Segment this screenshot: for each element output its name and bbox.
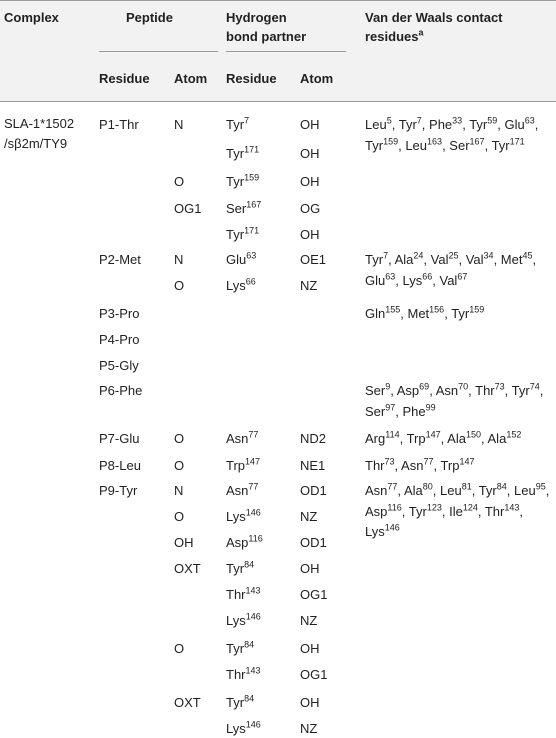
hbond-residue <box>226 116 249 134</box>
peptide-atom: O <box>174 278 185 293</box>
vdw-residue-name: Thr <box>484 503 505 519</box>
hbond-residue-name: Asn <box>226 483 249 498</box>
vdw-residue-number: 147 <box>459 456 475 467</box>
vdw-residue-number: 171 <box>509 136 525 147</box>
hbond-residue <box>226 508 261 526</box>
hbond-residue <box>226 457 260 475</box>
peptide-atom: OXT <box>174 561 201 576</box>
header-vdw-footnote: a <box>418 27 424 38</box>
vdw-residue-number: 152 <box>506 429 522 440</box>
vdw-residue-number: 7 <box>416 115 422 126</box>
peptide-atom: O <box>174 431 185 446</box>
hbond-residue-number: 146 <box>245 611 261 622</box>
hbond-subrule <box>226 51 346 52</box>
hbond-residue-number: 159 <box>244 172 260 183</box>
hbond-residue-number: 143 <box>245 585 261 596</box>
hbond-atom: OH <box>300 146 320 161</box>
hbond-residue <box>226 226 259 244</box>
header-complex: Complex <box>4 10 59 25</box>
peptide-residue: P7-Glu <box>99 431 140 446</box>
vdw-contact-list: Leu$^5$, Tyr$^7$, Phe$^{33}$, Tyr$^{59}$, Glu$^{63}$, Tyr$^{159}$, Leu$^{163}$, Ser$^{167}$, Tyr$^{171}$ <box>365 115 539 153</box>
vdw-residue-name: Leu <box>365 117 387 132</box>
peptide-atom: O <box>174 641 185 656</box>
hbond-residue-number: 143 <box>245 665 261 676</box>
vdw-residue-number: 25 <box>448 250 459 261</box>
header-vdw <box>365 8 503 46</box>
hbond-atom: NZ <box>300 509 318 524</box>
peptide-atom: OXT <box>174 695 201 710</box>
vdw-residue-number: 159 <box>469 304 485 315</box>
vdw-contact-list: Gln$^{155}$, Met$^{156}$, Tyr$^{159}$ <box>365 304 485 321</box>
vdw-residue-name: Tyr <box>365 137 384 153</box>
header-peptide: Peptide <box>126 10 173 25</box>
hbond-atom: ND2 <box>300 431 327 446</box>
vdw-residue-number: 7 <box>383 250 389 261</box>
hbond-atom: OH <box>300 117 320 132</box>
vdw-residue-name: Val <box>439 272 458 288</box>
vdw-residue-name: Thr <box>365 458 385 473</box>
hbond-residue-name: Thr <box>226 667 246 682</box>
hbond-atom: OG <box>300 201 321 216</box>
vdw-residue-name: Trp <box>406 431 426 446</box>
hbond-residue <box>226 200 261 218</box>
hbond-residue-number: 77 <box>248 481 259 492</box>
vdw-residue-number: 116 <box>387 502 402 513</box>
vdw-residue-number: 123 <box>426 502 442 513</box>
hbond-residue <box>226 694 254 712</box>
hbond-atom: NZ <box>300 278 318 293</box>
header-hbond-line1: Hydrogen <box>226 10 287 25</box>
hbond-residue-name: Trp <box>226 458 246 473</box>
hbond-residue-name: Lys <box>226 509 246 524</box>
vdw-residue-number: 95 <box>535 481 546 492</box>
hbond-atom: OH <box>300 174 320 189</box>
hbond-residue <box>226 251 256 269</box>
peptide-residue: P9-Tyr <box>99 483 138 498</box>
vdw-residue-name: Ala <box>394 252 414 267</box>
vdw-residue-name: Asp <box>396 383 420 398</box>
vdw-residue-name: Tyr <box>365 252 384 267</box>
peptide-residue: P2-Met <box>99 252 141 267</box>
header-vdw-line1: Van der Waals contact <box>365 10 503 25</box>
vdw-residue-name: Ala <box>447 431 466 446</box>
vdw-residue-name: Tyr <box>478 483 497 498</box>
hbond-residue-name: Tyr <box>226 117 245 132</box>
hbond-residue-name: Lys <box>226 278 246 293</box>
vdw-contact-list: Ser$^9$, Asp$^{69}$, Asn$^{70}$, Thr$^{73}$, Tyr$^{74}$, Ser$^{97}$, Phe$^{99}$ <box>365 381 544 419</box>
hbond-residue <box>226 534 263 552</box>
vdw-residue-number: 63 <box>524 115 535 126</box>
hbond-residue <box>226 430 258 448</box>
vdw-residue-number: 143 <box>504 502 520 513</box>
vdw-residue-number: 73 <box>384 456 395 467</box>
vdw-residue-name: Ala <box>403 483 423 498</box>
vdw-residue-name: Leu <box>405 137 428 153</box>
vdw-residue-name: Asn <box>401 458 424 473</box>
hbond-atom: NZ <box>300 721 318 736</box>
vdw-residue-name: Leu <box>439 483 462 498</box>
hbond-residue-number: 146 <box>245 719 261 730</box>
vdw-residue-number: 155 <box>385 304 401 315</box>
vdw-residue-name: Arg <box>365 431 386 446</box>
vdw-residue-number: 167 <box>469 136 485 147</box>
hbond-residue <box>226 586 261 604</box>
peptide-residue: P8-Leu <box>99 458 141 473</box>
hbond-residue-name: Tyr <box>226 641 245 656</box>
header-hbond-atom: Atom <box>300 71 334 86</box>
hbond-atom: OG1 <box>300 667 328 682</box>
vdw-residue-number: 147 <box>425 429 441 440</box>
vdw-residue-name: Lys <box>365 524 385 539</box>
vdw-residue-name: Met <box>407 306 430 321</box>
vdw-residue-name: Glu <box>365 272 386 288</box>
hbond-residue-number: 84 <box>244 639 255 650</box>
vdw-residue-number: 59 <box>487 115 498 126</box>
hbond-atom: OE1 <box>300 252 327 267</box>
vdw-residue-number: 146 <box>384 522 400 533</box>
hbond-residue <box>226 720 261 738</box>
header-vdw-line2: residues <box>365 29 419 44</box>
peptide-residue: P1-Thr <box>99 117 139 132</box>
hbond-residue-number: 171 <box>244 144 260 155</box>
hbond-residue <box>226 640 254 658</box>
vdw-residue-number: 77 <box>423 456 434 467</box>
hbond-residue <box>226 612 261 630</box>
vdw-residue-name: Tyr <box>469 117 488 132</box>
hbond-residue-name: Tyr <box>226 561 245 576</box>
peptide-residue: P5-Gly <box>99 358 139 373</box>
hbond-residue-name: Ser <box>226 201 247 216</box>
top-rule <box>0 0 556 1</box>
vdw-residue-number: 114 <box>385 429 400 440</box>
vdw-residue-name: Ile <box>449 503 463 519</box>
vdw-residue-number: 34 <box>483 250 494 261</box>
vdw-residue-name: Ser <box>365 403 386 419</box>
vdw-residue-name: Met <box>500 252 523 267</box>
hbond-atom: NE1 <box>300 458 326 473</box>
hbond-atom: OH <box>300 641 320 656</box>
vdw-residue-name: Trp <box>440 458 460 473</box>
hbond-residue-number: 84 <box>244 693 255 704</box>
vdw-residue-number: 66 <box>422 271 433 282</box>
hbond-residue-number: 7 <box>244 115 250 126</box>
vdw-residue-name: Tyr <box>408 503 427 519</box>
peptide-residue: P4-Pro <box>99 332 140 347</box>
hbond-residue-number: 63 <box>246 250 257 261</box>
peptide-atom: O <box>174 509 185 524</box>
peptide-residue: P3-Pro <box>99 306 140 321</box>
vdw-residue-number: 24 <box>413 250 424 261</box>
vdw-residue-number: 67 <box>457 271 468 282</box>
hbond-residue-name: Lys <box>226 613 246 628</box>
vdw-residue-name: Thr <box>475 383 495 398</box>
peptide-atom: O <box>174 174 185 189</box>
vdw-residue-number: 124 <box>462 502 478 513</box>
vdw-residue-number: 159 <box>383 136 399 147</box>
hbond-residue-name: Lys <box>226 721 246 736</box>
vdw-residue-name: Lys <box>402 272 423 288</box>
hbond-residue-name: Tyr <box>226 174 245 189</box>
hbond-atom: OH <box>300 227 320 242</box>
hbond-residue-number: 147 <box>245 456 261 467</box>
header-hbond-residue: Residue <box>226 71 277 86</box>
vdw-residue-number: 97 <box>385 402 396 413</box>
vdw-residue-name: Leu <box>514 483 536 498</box>
vdw-residue-number: 156 <box>429 304 445 315</box>
peptide-atom: O <box>174 458 185 473</box>
vdw-residue-number: 74 <box>529 381 540 392</box>
vdw-residue-name: Asn <box>435 383 459 398</box>
hbond-residue-name: Thr <box>226 587 246 602</box>
peptide-subrule <box>99 51 218 52</box>
vdw-contact-list: Thr$^{73}$, Asn$^{77}$, Trp$^{147}$ <box>365 456 475 473</box>
peptide-atom: N <box>174 483 184 498</box>
header-peptide-residue: Residue <box>99 71 150 86</box>
hbond-residue-number: 116 <box>248 533 263 544</box>
vdw-residue-name: Glu <box>504 117 525 132</box>
vdw-residue-name: Tyr <box>398 117 417 132</box>
header-hbond <box>226 8 306 46</box>
vdw-contact-list: Arg$^{114}$, Trp$^{147}$, Ala$^{150}$, Ala$^{152}$ <box>365 429 522 446</box>
vdw-residue-name: Phe <box>429 117 453 132</box>
header-peptide-atom: Atom <box>174 71 208 86</box>
hbond-residue-name: Tyr <box>226 695 245 710</box>
vdw-residue-name: Val <box>430 252 449 267</box>
hbond-residue-name: Asp <box>226 535 249 550</box>
vdw-residue-number: 81 <box>461 481 472 492</box>
vdw-contact-list: Tyr$^7$, Ala$^{24}$, Val$^{25}$, Val$^{34}$, Met$^{45}$, Glu$^{63}$, Lys$^{66}$, Val$^{67}$ <box>365 250 537 288</box>
vdw-residue-number: 163 <box>427 136 443 147</box>
vdw-residue-name: Ser <box>449 137 470 153</box>
hbond-residue <box>226 560 254 578</box>
hbond-residue-name: Glu <box>226 252 247 267</box>
hbond-atom: OG1 <box>300 587 328 602</box>
vdw-residue-name: Tyr <box>491 137 510 153</box>
vdw-residue-number: 5 <box>386 115 392 126</box>
vdw-contact-list: Asn$^{77}$, Ala$^{80}$, Leu$^{81}$, Tyr$^{84}$, Leu$^{95}$, Asp$^{116}$, Tyr$^{123}$, Ile$^{124}$, Thr$^{143}$, Lys$^{146}$ <box>365 481 550 539</box>
vdw-residue-number: 69 <box>419 381 430 392</box>
vdw-residue-number: 99 <box>425 402 436 413</box>
header-bottom-rule <box>0 101 556 102</box>
hbond-atom: NZ <box>300 613 318 628</box>
hbond-residue <box>226 145 259 163</box>
vdw-residue-name: Phe <box>402 403 426 419</box>
vdw-residue-number: 84 <box>496 481 507 492</box>
vdw-residue-name: Asn <box>365 483 388 498</box>
hbond-residue-number: 77 <box>248 429 259 440</box>
vdw-residue-number: 70 <box>458 381 469 392</box>
hbond-residue-name: Tyr <box>226 227 245 242</box>
hbond-residue <box>226 277 256 295</box>
hbond-residue <box>226 666 261 684</box>
vdw-residue-number: 77 <box>387 481 398 492</box>
hbond-atom: OH <box>300 695 320 710</box>
complex-line1: SLA-1*1502 <box>4 116 75 131</box>
vdw-residue-number: 9 <box>385 381 391 392</box>
vdw-residue-name: Val <box>465 252 484 267</box>
hbond-residue-number: 167 <box>246 199 262 210</box>
hbond-residue-name: Tyr <box>226 146 245 161</box>
hbond-residue-number: 146 <box>245 507 261 518</box>
vdw-residue-number: 45 <box>522 250 533 261</box>
hbond-atom: OH <box>300 561 320 576</box>
hbond-residue-number: 84 <box>244 559 255 570</box>
vdw-residue-name: Ala <box>487 431 507 446</box>
peptide-atom: N <box>174 252 184 267</box>
hbond-atom: OD1 <box>300 483 327 498</box>
hbond-atom: OD1 <box>300 535 327 550</box>
vdw-residue-number: 150 <box>465 429 481 440</box>
vdw-residue-number: 73 <box>494 381 505 392</box>
complex-line2: /sβ2m/TY9 <box>4 136 68 151</box>
header-hbond-line2: bond partner <box>226 29 307 44</box>
vdw-residue-name: Tyr <box>511 383 530 398</box>
peptide-atom: N <box>174 117 184 132</box>
hbond-residue <box>226 173 259 191</box>
hbond-residue <box>226 482 258 500</box>
vdw-residue-number: 33 <box>452 115 463 126</box>
hbond-residue-name: Asn <box>226 431 249 446</box>
vdw-residue-name: Gln <box>365 306 386 321</box>
vdw-residue-name: Tyr <box>451 306 470 321</box>
vdw-residue-number: 63 <box>385 271 396 282</box>
vdw-residue-name: Asp <box>365 503 388 519</box>
peptide-atom: OH <box>174 535 194 550</box>
peptide-atom: OG1 <box>174 201 202 216</box>
vdw-residue-number: 80 <box>422 481 433 492</box>
hbond-residue-number: 171 <box>244 225 260 236</box>
peptide-residue: P6-Phe <box>99 383 143 398</box>
hbond-residue-number: 66 <box>245 276 256 287</box>
vdw-residue-name: Ser <box>365 383 386 398</box>
